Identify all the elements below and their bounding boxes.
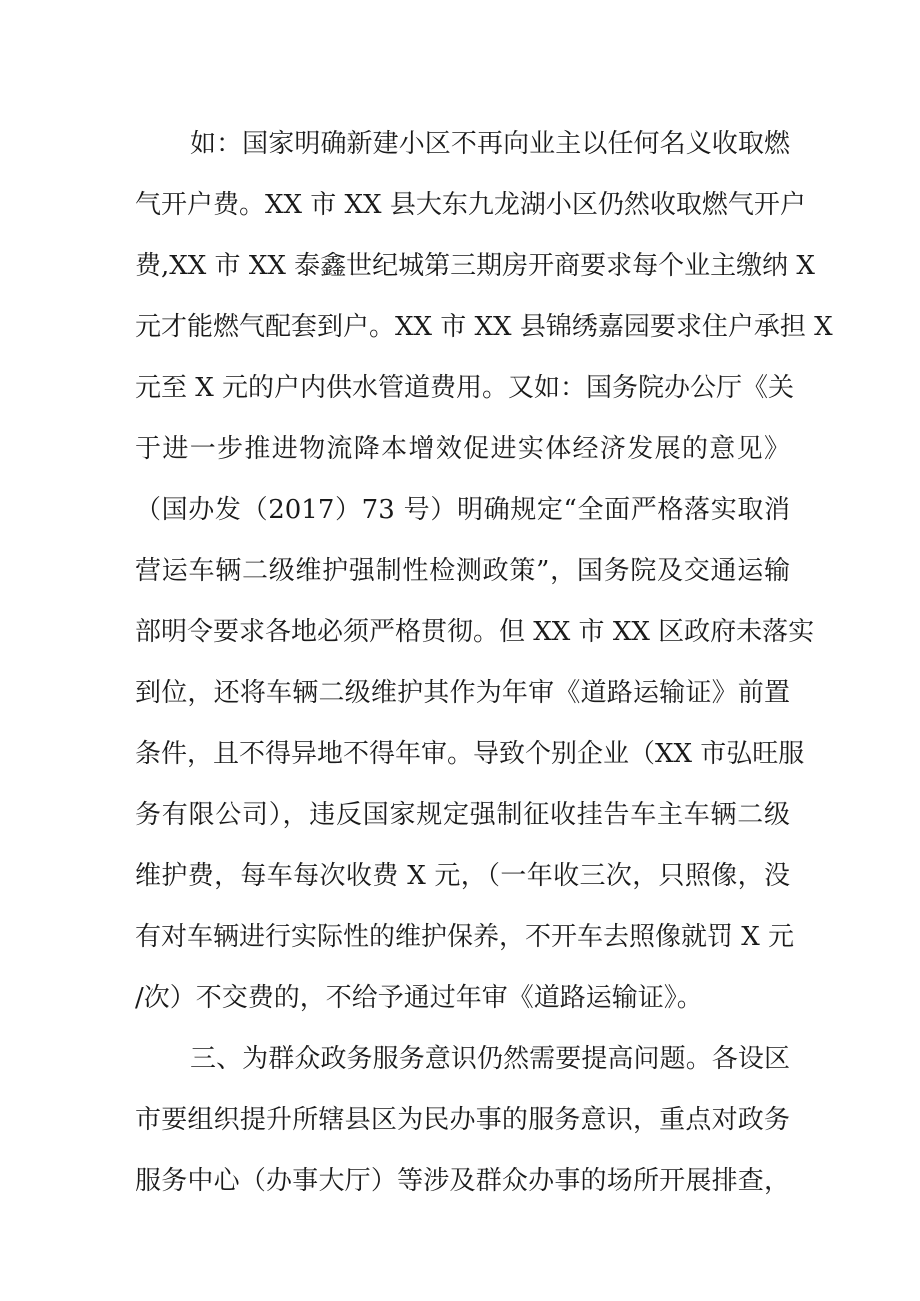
paragraph-1-line-7: （国办发（2017）73 号）明确规定“全面严格落实取消 — [135, 495, 790, 525]
paragraph-2-line-3: 服务中心（办事大厅）等涉及群众办事的场所开展排查， — [135, 1166, 790, 1196]
paragraph-1-line-14: 有对车辆进行实际性的维护保养，不开车去照像就罚 X 元 — [135, 922, 795, 952]
paragraph-1-line-9: 部明令要求各地必须严格贯彻。但 XX 市 XX 区政府未落实 — [135, 617, 815, 647]
paragraph-2-line-2: 市要组织提升所辖县区为民办事的服务意识，重点对政务 — [135, 1105, 790, 1135]
paragraph-1-line-1: 如：国家明确新建小区不再向业主以任何名义收取燃 — [190, 129, 790, 159]
paragraph-1-line-11: 条件，且不得异地不得年审。导致个别企业（XX 市弘旺服 — [135, 739, 805, 769]
paragraph-1-line-5: 元至 X 元的户内供水管道费用。又如：国务院办公厅《关 — [135, 373, 795, 403]
paragraph-1-line-13: 维护费，每车每次收费 X 元，（一年收三次，只照像，没 — [135, 861, 790, 891]
paragraph-1-line-10: 到位，还将车辆二级维护其作为年审《道路运输证》前置 — [135, 678, 790, 708]
paragraph-1-line-12: 务有限公司），违反国家规定强制征收挂告车主车辆二级 — [135, 800, 790, 830]
paragraph-1-line-3: 费,XX 市 XX 泰鑫世纪城第三期房开商要求每个业主缴纳 X — [135, 251, 815, 281]
paragraph-1-line-2: 气开户费。XX 市 XX 县大东九龙湖小区仍然收取燃气开户 — [135, 190, 806, 220]
paragraph-2-line-1: 三、为群众政务服务意识仍然需要提高问题。各设区 — [190, 1044, 790, 1074]
paragraph-1-line-4: 元才能燃气配套到户。XX 市 XX 县锦绣嘉园要求住户承担 X — [135, 312, 833, 342]
paragraph-1-line-8: 营运车辆二级维护强制性检测政策”，国务院及交通运输 — [135, 556, 790, 586]
paragraph-1-line-15: /次）不交费的，不给予通过年审《道路运输证》。 — [135, 983, 703, 1013]
paragraph-1-line-6: 于进一步推进物流降本增效促进实体经济发展的意见》 — [135, 434, 790, 464]
